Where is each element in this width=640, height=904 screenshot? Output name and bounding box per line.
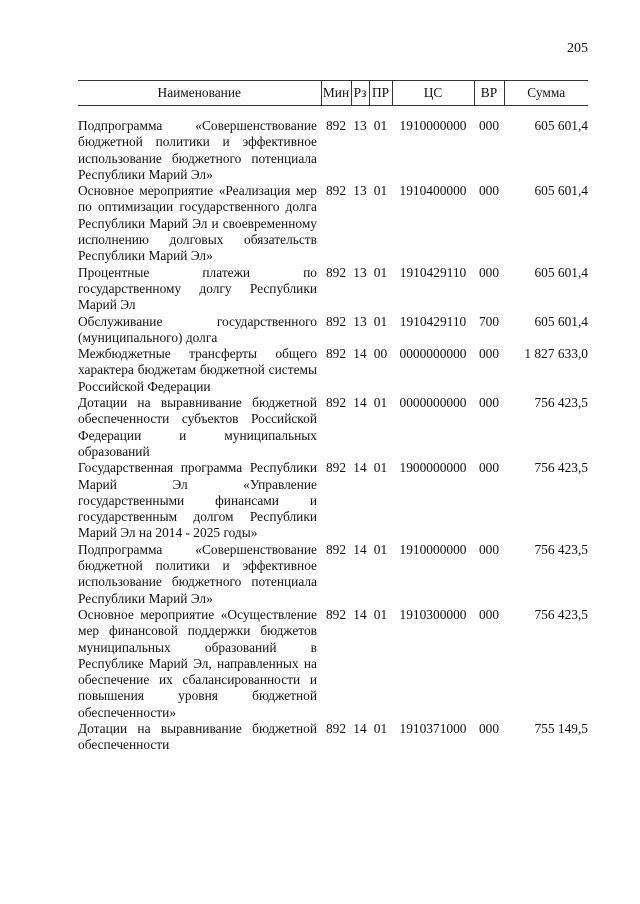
cell-sum: 755 149,5: [534, 720, 588, 736]
cell-pr: 01: [373, 118, 388, 133]
cell-rz: 14: [353, 346, 367, 362]
table-row: [78, 460, 588, 541]
cell-min: 892: [325, 395, 347, 411]
cell-rz: 13: [353, 313, 367, 329]
cell-cs: 1910371000: [399, 720, 467, 736]
cell-vr: 000: [478, 118, 500, 133]
cell-name: Процентные платежи по государственному долгу Республики Марий Эл: [78, 264, 317, 313]
cell-min: 892: [325, 460, 347, 476]
header-pr: ПР: [369, 81, 392, 106]
cell-cs: 1910300000: [399, 606, 467, 622]
cell-vr: 000: [478, 395, 500, 411]
cell-name: Подпрограмма «Совершенствование бюджетной политики и эффективное использование бюджетного потенциала Республики Марий Эл»: [78, 118, 317, 182]
cell-pr: 01: [373, 541, 388, 557]
cell-rz: 14: [353, 720, 367, 736]
header-rz: Рз: [351, 81, 369, 106]
cell-name: Дотации на выравнивание бюджетной обеспеченности субъектов Российской Федерации и муниципальных образований: [78, 395, 317, 459]
cell-min: 892: [325, 313, 347, 329]
cell-name: Основное мероприятие «Реализация мер по оптимизации государственного долга Республики Марий Эл и своевременному исполнению долговых обязательств Республики Марий Эл»: [78, 183, 317, 264]
cell-pr: 01: [373, 395, 388, 411]
cell-vr: 000: [478, 541, 500, 557]
cell-min: 892: [325, 118, 347, 133]
cell-pr: 00: [373, 346, 388, 362]
cell-vr: 000: [478, 460, 500, 476]
table-row: [78, 721, 588, 754]
header-name: Наименование: [78, 81, 321, 106]
cell-sum: 1 827 633,0: [524, 346, 588, 362]
cell-name: Обслуживание государственного (муниципального) долга: [78, 313, 317, 345]
cell-cs: 1910429110: [399, 313, 467, 329]
table-row: [78, 265, 588, 314]
cell-cs: 1900000000: [399, 460, 467, 476]
cell-vr: 700: [478, 313, 500, 329]
cell-rz: 14: [353, 606, 367, 622]
table-row: [78, 395, 588, 460]
cell-rz: 13: [353, 264, 367, 280]
table-row: [78, 183, 588, 264]
table-header: [78, 81, 588, 106]
header-min: Мин: [321, 81, 351, 106]
table-body: [78, 106, 588, 754]
cell-cs: 1910429110: [399, 264, 467, 280]
cell-sum: 756 423,5: [534, 460, 588, 476]
cell-sum: 605 601,4: [534, 313, 588, 329]
cell-pr: 01: [373, 460, 388, 476]
cell-rz: 14: [353, 395, 367, 411]
cell-min: 892: [325, 346, 347, 362]
table-row: [78, 542, 588, 607]
cell-rz: 13: [353, 118, 367, 133]
cell-cs: 1910000000: [399, 118, 467, 133]
cell-name: Подпрограмма «Совершенствование бюджетной политики и эффективное использование бюджетного потенциала Республики Марий Эл»: [78, 541, 317, 606]
table-row: [78, 607, 588, 721]
header-sum: Сумма: [504, 81, 588, 106]
cell-name: Дотации на выравнивание бюджетной обеспеченности: [78, 720, 317, 753]
cell-vr: 000: [478, 264, 500, 280]
table-row: [78, 314, 588, 347]
cell-rz: 14: [353, 460, 367, 476]
cell-sum: 605 601,4: [534, 264, 588, 280]
cell-min: 892: [325, 264, 347, 280]
cell-vr: 000: [478, 183, 500, 199]
header-vr: ВР: [474, 81, 504, 106]
budget-table: [78, 80, 588, 754]
cell-pr: 01: [373, 313, 388, 329]
cell-pr: 01: [373, 720, 388, 736]
cell-min: 892: [325, 183, 347, 199]
cell-cs: 1910400000: [399, 183, 467, 199]
cell-name: Государственная программа Республики Марий Эл «Управление государственными финансами и государственным долгом Республики Марий Эл на 2014 - 2025 годы»: [78, 460, 317, 541]
cell-sum: 605 601,4: [534, 183, 588, 199]
page-number: 205: [567, 41, 588, 56]
cell-min: 892: [325, 606, 347, 622]
table-row: [78, 346, 588, 395]
cell-cs: 0000000000: [399, 346, 467, 362]
cell-rz: 13: [353, 183, 367, 199]
cell-pr: 01: [373, 264, 388, 280]
cell-name: Межбюджетные трансферты общего характера бюджетам бюджетной системы Российской Федерации: [78, 346, 317, 394]
cell-cs: 0000000000: [399, 395, 467, 411]
cell-sum: 756 423,5: [534, 606, 588, 622]
cell-rz: 14: [353, 541, 367, 557]
cell-name: Основное мероприятие «Осуществление мер финансовой поддержки бюджетов муниципальных образований в Республике Марий Эл, направленных на обеспечение их сбалансированности и повышения уровня бюджетной обеспеченности»: [78, 606, 317, 720]
cell-cs: 1910000000: [399, 541, 467, 557]
cell-pr: 01: [373, 183, 388, 199]
header-cs: ЦС: [392, 81, 474, 106]
cell-sum: 756 423,5: [534, 395, 588, 411]
cell-min: 892: [325, 541, 347, 557]
cell-sum: 605 601,4: [534, 118, 588, 133]
cell-vr: 000: [478, 346, 500, 362]
cell-vr: 000: [478, 606, 500, 622]
cell-min: 892: [325, 720, 347, 736]
cell-sum: 756 423,5: [534, 541, 588, 557]
table-row: [78, 118, 588, 183]
cell-vr: 000: [478, 720, 500, 736]
cell-pr: 01: [373, 606, 388, 622]
